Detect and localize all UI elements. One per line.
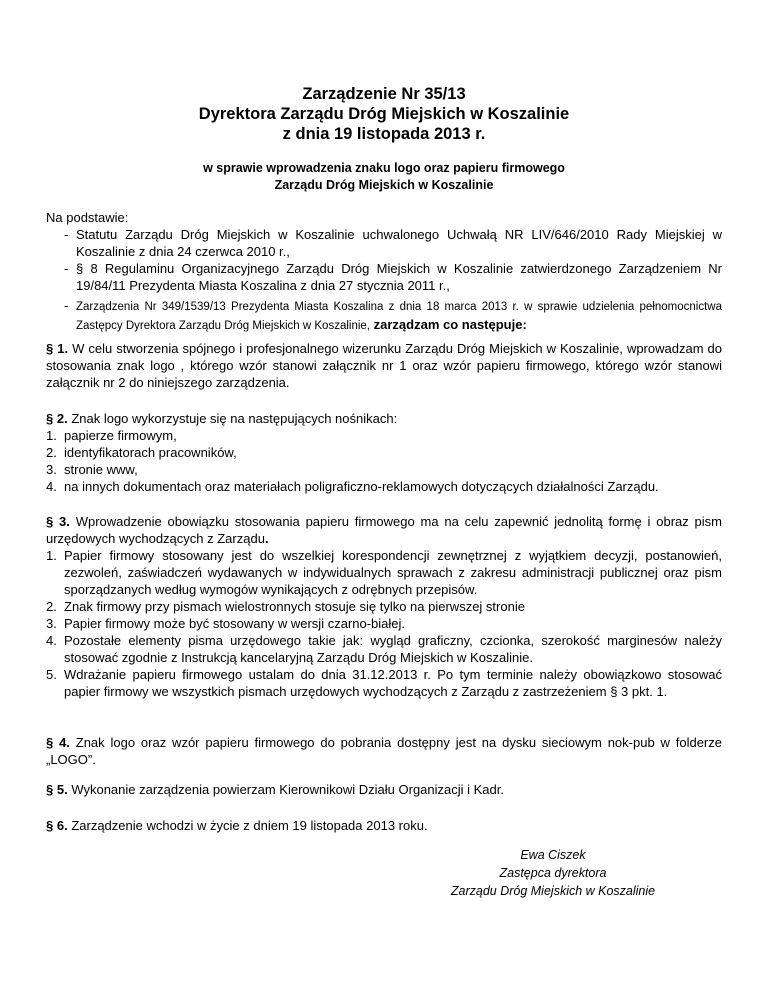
section-4-label: § 4. bbox=[46, 735, 70, 750]
title-line-2: Dyrektora Zarządu Dróg Miejskich w Koszalinie bbox=[198, 105, 570, 123]
list-item-text: Papier firmowy może być stosowany w wersji czarno-białej. bbox=[64, 616, 406, 631]
document-title bbox=[0, 84, 768, 144]
section-6-label: § 6. bbox=[46, 818, 68, 833]
dash-marker: - bbox=[64, 261, 69, 276]
legal-basis bbox=[46, 209, 722, 335]
list-item bbox=[46, 427, 722, 444]
list-item-text: Papier firmowy stosowany jest do wszelkiej korespondencji zewnętrznej z wyjątkiem decyzji, postanowień, zezwoleń, zaświadczeń wydawanych w indywidualnych sprawach z zakresu administracji publicznej oraz pism sporządzanych według wymogów wynikających z odrębnych przepisów. bbox=[64, 548, 722, 597]
section-1 bbox=[46, 340, 722, 391]
title-line-3: z dnia 19 listopada 2013 r. bbox=[282, 125, 486, 143]
list-item bbox=[46, 461, 722, 478]
section-5-text: Wykonanie zarządzenia powierzam Kierownikowi Działu Organizacji i Kadr. bbox=[71, 782, 504, 797]
list-item bbox=[46, 547, 722, 598]
decree-phrase: zarządzam co następuje: bbox=[373, 317, 527, 332]
list-item-text: Znak firmowy przy pismach wielostronnych stosuje się tylko na pierwszej stronie bbox=[64, 599, 525, 614]
title-line-1: Zarządzenie Nr 35/13 bbox=[302, 85, 466, 103]
list-item bbox=[46, 598, 722, 615]
list-number: 3. bbox=[46, 616, 57, 631]
section-5-label: § 5. bbox=[46, 782, 68, 797]
list-number: 1. bbox=[46, 548, 57, 563]
section-3-label: § 3. bbox=[46, 514, 70, 529]
list-item bbox=[46, 444, 722, 461]
document-subject bbox=[0, 160, 768, 194]
list-item bbox=[46, 666, 722, 700]
list-item bbox=[46, 478, 722, 495]
list-item-text: Pozostałe elementy pisma urzędowego takie jak: wygląd graficzny, czcionka, szerokość marginesów należy stosować zgodnie z Instrukcją kancelaryjną Zarządu Dróg Miejskich w Koszalinie. bbox=[64, 633, 722, 665]
list-item-text: stronie www, bbox=[64, 462, 138, 477]
signature-block bbox=[400, 846, 706, 900]
section-5 bbox=[46, 781, 722, 798]
section-4 bbox=[46, 734, 722, 768]
section-6 bbox=[46, 817, 722, 834]
list-item-text: identyfikatorach pracowników, bbox=[64, 445, 237, 460]
dash-marker: - bbox=[64, 298, 69, 313]
list-number: 3. bbox=[46, 462, 57, 477]
basis-item-text: Zarządzenia Nr 349/1539/13 Prezydenta Miasta Koszalina z dnia 18 marca 2013 r. w sprawie udzielenia pełnomocnictwa Zastępcy Dyrektora Zarządu Dróg Miejskich w Koszalinie, bbox=[76, 301, 722, 332]
basis-intro: Na podstawie: bbox=[46, 210, 129, 225]
list-number: 4. bbox=[46, 633, 57, 648]
section-3-text: Wprowadzenie obowiązku stosowania papieru firmowego ma na celu zapewnić jednolitą formę i obraz pism urzędowych wychodzących z Zarządu bbox=[46, 514, 723, 546]
section-1-label: § 1. bbox=[46, 341, 69, 356]
list-item bbox=[46, 615, 722, 632]
dash-marker: - bbox=[64, 227, 69, 242]
list-number: 5. bbox=[46, 667, 57, 682]
list-number: 2. bbox=[46, 445, 57, 460]
section-2 bbox=[46, 410, 722, 495]
section-2-label: § 2. bbox=[46, 411, 68, 426]
section-6-text: Zarządzenie wchodzi w życie z dniem 19 listopada 2013 roku. bbox=[71, 818, 428, 833]
subject-line-2: Zarządu Dróg Miejskich w Koszalinie bbox=[274, 178, 494, 192]
list-item-text: na innych dokumentach oraz materiałach poligraficzno-reklamowych dotyczących działalności Zarządu. bbox=[64, 479, 659, 494]
list-item-text: papierze firmowym, bbox=[64, 428, 177, 443]
subject-line-1: w sprawie wprowadzenia znaku logo oraz papieru firmowego bbox=[203, 161, 565, 175]
section-2-text: Znak logo wykorzystuje się na następujących nośnikach: bbox=[71, 411, 398, 426]
section-3 bbox=[46, 513, 722, 700]
basis-item bbox=[46, 260, 722, 294]
list-number: 4. bbox=[46, 479, 57, 494]
signatory-name: Ewa Ciszek bbox=[520, 848, 586, 862]
list-item bbox=[46, 632, 722, 666]
signatory-position: Zastępca dyrektora bbox=[499, 866, 607, 880]
section-2-intro bbox=[46, 410, 722, 427]
section-3-intro bbox=[46, 513, 722, 547]
basis-item bbox=[46, 297, 722, 335]
basis-item-text: Statutu Zarządu Dróg Miejskich w Koszalinie uchwalonego Uchwałą NR LIV/646/2010 Rady Miejskiej w Koszalinie z dnia 24 czerwca 2010 r., bbox=[76, 227, 722, 259]
signatory-organization: Zarządu Dróg Miejskich w Koszalinie bbox=[450, 884, 656, 898]
list-item-text: Wdrażanie papieru firmowego ustalam do dnia 31.12.2013 r. Po tym terminie należy obowiązkowo stosować papier firmowy we wszystkich pismach urzędowych wychodzących z Zarządu z zastrzeżeniem § 3 pkt. 1. bbox=[64, 667, 722, 699]
basis-item bbox=[46, 226, 722, 260]
section-1-text: W celu stworzenia spójnego i profesjonalnego wizerunku Zarządu Dróg Miejskich w Koszalinie, wprowadzam do stosowania znak logo , którego wzór stanowi załącznik nr 1 oraz wzór papieru firmowego, którego wzór stanowi załącznik nr 2 do niniejszego zarządzenia. bbox=[46, 341, 723, 390]
list-number: 2. bbox=[46, 599, 57, 614]
section-3-dot: . bbox=[264, 531, 269, 546]
basis-item-text: § 8 Regulaminu Organizacyjnego Zarządu Dróg Miejskich w Koszalinie zatwierdzonego Zarządzeniem Nr 19/84/11 Prezydenta Miasta Koszalina z dnia 27 stycznia 2011 r., bbox=[76, 261, 722, 293]
list-number: 1. bbox=[46, 428, 57, 443]
section-4-text: Znak logo oraz wzór papieru firmowego do pobrania dostępny jest na dysku sieciowym nok-pub w folderze „LOGO”. bbox=[46, 735, 722, 767]
